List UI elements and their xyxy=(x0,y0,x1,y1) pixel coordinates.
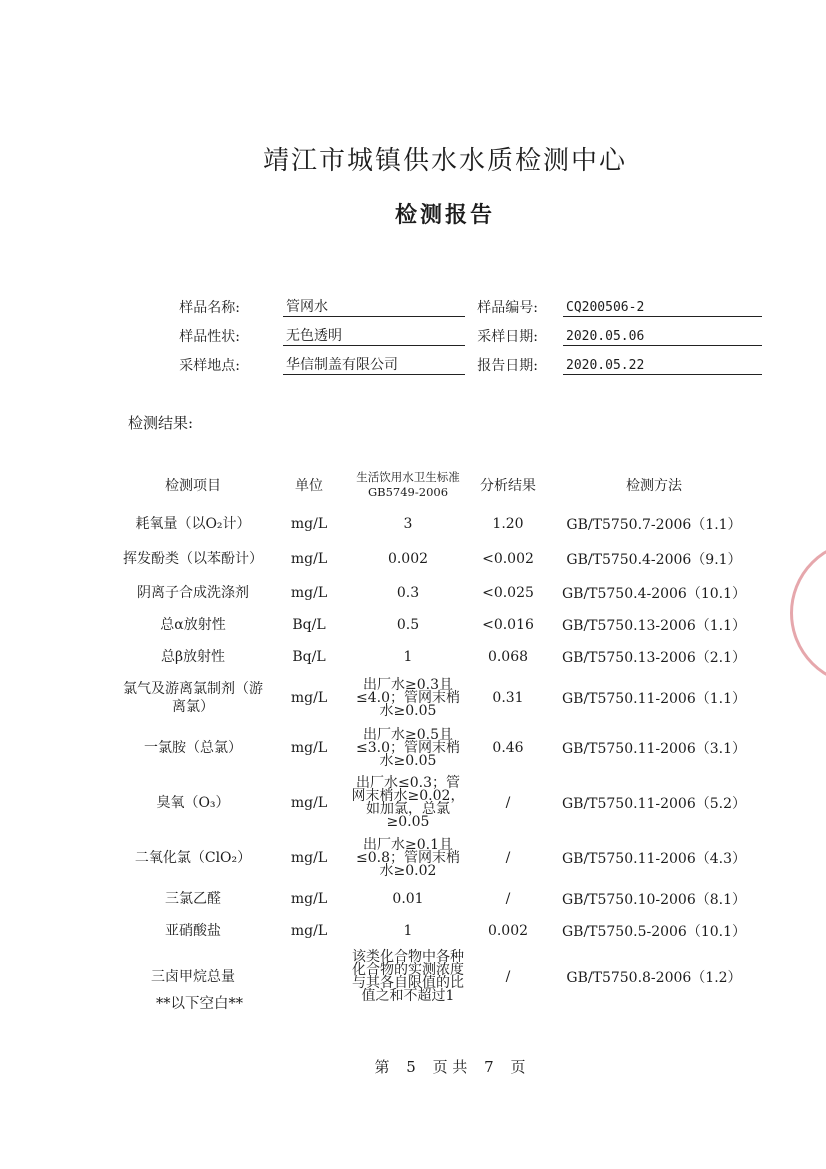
row-item: 耗氧量（以O₂计） xyxy=(135,516,251,532)
org-title: 靖江市城镇供水水质检测中心 xyxy=(262,146,627,176)
row-method: GB/T5750.4-2006（10.1） xyxy=(561,586,747,602)
row-standard: 1 xyxy=(403,649,413,665)
row-standard: 1 xyxy=(403,923,413,939)
row-method: GB/T5750.11-2006（5.2） xyxy=(561,796,747,812)
sampling-date-value: 2020.05.06 xyxy=(563,327,762,346)
row-method: GB/T5750.4-2006（9.1） xyxy=(566,551,742,568)
sampling-site-label: 采样地点: xyxy=(179,358,240,374)
row-unit xyxy=(268,947,350,1007)
table-row xyxy=(118,540,758,577)
row-method: GB/T5750.10-2006（8.1） xyxy=(561,892,747,908)
table-header-row xyxy=(118,462,758,508)
row-result: <0.002 xyxy=(482,550,534,567)
row-unit: mg/L xyxy=(290,795,328,811)
row-standard: 该类化合物中各种化合物的实测浓度与其各自限值的比值之和不超过1 xyxy=(352,949,464,1004)
table-row xyxy=(118,883,758,915)
sampling-site-value: 华信制盖有限公司 xyxy=(283,356,465,375)
table-row xyxy=(118,723,758,773)
sample-name-label: 样品名称: xyxy=(179,300,240,316)
header-unit: 单位 xyxy=(295,478,323,494)
row-item: 亚硝酸盐 xyxy=(165,923,221,939)
row-unit: mg/L xyxy=(290,891,328,907)
row-standard: 出厂水≤0.3；管网末梢水≥0.02，如加氯，总氯≥0.05 xyxy=(351,775,465,830)
row-result: / xyxy=(505,795,511,811)
row-result: / xyxy=(505,969,511,985)
row-standard: 出厂水≥0.3且≤4.0；管网末梢水≥0.05 xyxy=(356,676,460,719)
row-standard: 3 xyxy=(403,516,413,532)
table-row xyxy=(118,673,758,723)
row-method: GB/T5750.11-2006（4.3） xyxy=(561,851,747,867)
sample-state-value: 无色透明 xyxy=(283,327,465,346)
table-row xyxy=(118,915,758,947)
table-row xyxy=(118,833,758,883)
row-unit: Bq/L xyxy=(292,649,326,665)
page-prefix: 第 xyxy=(374,1058,390,1076)
row-item: 一氯胺（总氯） xyxy=(144,740,242,756)
row-method: GB/T5750.7-2006（1.1） xyxy=(566,517,742,533)
row-result: <0.016 xyxy=(482,617,534,633)
sample-id-value: CQ200506-2 xyxy=(563,298,762,317)
row-result: 1.20 xyxy=(492,516,524,532)
sample-state-label: 样品性状: xyxy=(179,329,240,345)
blank-note: **以下空白** xyxy=(156,996,243,1012)
report-date-label: 报告日期: xyxy=(477,358,538,374)
page-total: 7 xyxy=(484,1058,494,1076)
row-item: 三氯乙醛 xyxy=(165,891,221,907)
row-unit: mg/L xyxy=(290,516,328,532)
row-result: 0.46 xyxy=(492,740,524,756)
table-row xyxy=(118,609,758,641)
sampling-date-label: 采样日期: xyxy=(477,329,538,345)
row-result: 0.068 xyxy=(487,649,529,665)
row-method: GB/T5750.8-2006（1.2） xyxy=(566,970,742,986)
results-table xyxy=(118,462,758,1007)
row-result: 0.31 xyxy=(492,690,524,706)
row-standard: 出厂水≥0.5且≤3.0；管网末梢水≥0.05 xyxy=(356,726,460,769)
report-date-value: 2020.05.22 xyxy=(563,356,762,375)
header-method: 检测方法 xyxy=(626,478,682,494)
row-item: 总α放射性 xyxy=(160,617,226,633)
row-item: 氯气及游离氯制剂（游离氯） xyxy=(123,681,263,715)
row-result: 0.002 xyxy=(487,923,529,939)
row-method: GB/T5750.11-2006（1.1） xyxy=(561,691,747,707)
sample-id-label: 样品编号: xyxy=(477,300,538,316)
row-unit: mg/L xyxy=(290,550,328,567)
row-standard: 出厂水≥0.1且≤0.8；管网末梢水≥0.02 xyxy=(356,836,460,879)
row-unit: mg/L xyxy=(290,740,328,756)
row-method: GB/T5750.13-2006（2.1） xyxy=(561,650,747,666)
table-row xyxy=(118,641,758,673)
row-standard: 0.01 xyxy=(392,891,424,907)
sample-name-value: 管网水 xyxy=(283,298,465,317)
row-item: 三卤甲烷总量 xyxy=(151,969,235,985)
row-unit: mg/L xyxy=(290,923,328,939)
page-current: 5 xyxy=(406,1058,416,1076)
row-item: 二氧化氯（ClO₂） xyxy=(134,850,252,866)
row-standard: 0.5 xyxy=(396,617,420,633)
page-number xyxy=(0,1056,826,1077)
table-row xyxy=(118,577,758,609)
header-standard: 生活饮用水卫生标准GB5749-2006 xyxy=(356,470,460,499)
seal-stamp xyxy=(790,540,826,686)
report-title: 检测报告 xyxy=(394,202,495,228)
row-unit: mg/L xyxy=(290,690,328,706)
row-method: GB/T5750.13-2006（1.1） xyxy=(561,618,747,634)
header-item: 检测项目 xyxy=(165,478,221,494)
page-suffix: 页 xyxy=(510,1058,526,1076)
row-result: / xyxy=(505,891,511,907)
table-row xyxy=(118,508,758,540)
row-method: GB/T5750.11-2006（3.1） xyxy=(561,741,747,757)
row-unit: Bq/L xyxy=(292,617,326,633)
row-unit: mg/L xyxy=(290,585,328,601)
table-row xyxy=(118,773,758,833)
row-item: 阴离子合成洗涤剂 xyxy=(137,585,249,601)
row-standard: 0.3 xyxy=(396,585,420,601)
row-unit: mg/L xyxy=(290,850,328,866)
row-item: 挥发酚类（以苯酚计） xyxy=(123,550,263,567)
row-standard: 0.002 xyxy=(387,550,429,567)
row-result: / xyxy=(505,850,511,866)
row-item: 臭氧（O₃） xyxy=(156,795,230,811)
row-item: 总β放射性 xyxy=(160,649,226,665)
row-result: <0.025 xyxy=(482,585,534,601)
results-section-label: 检测结果: xyxy=(128,414,194,432)
page-mid: 页 共 xyxy=(432,1058,468,1076)
header-result: 分析结果 xyxy=(480,478,536,494)
row-method: GB/T5750.5-2006（10.1） xyxy=(561,924,747,940)
